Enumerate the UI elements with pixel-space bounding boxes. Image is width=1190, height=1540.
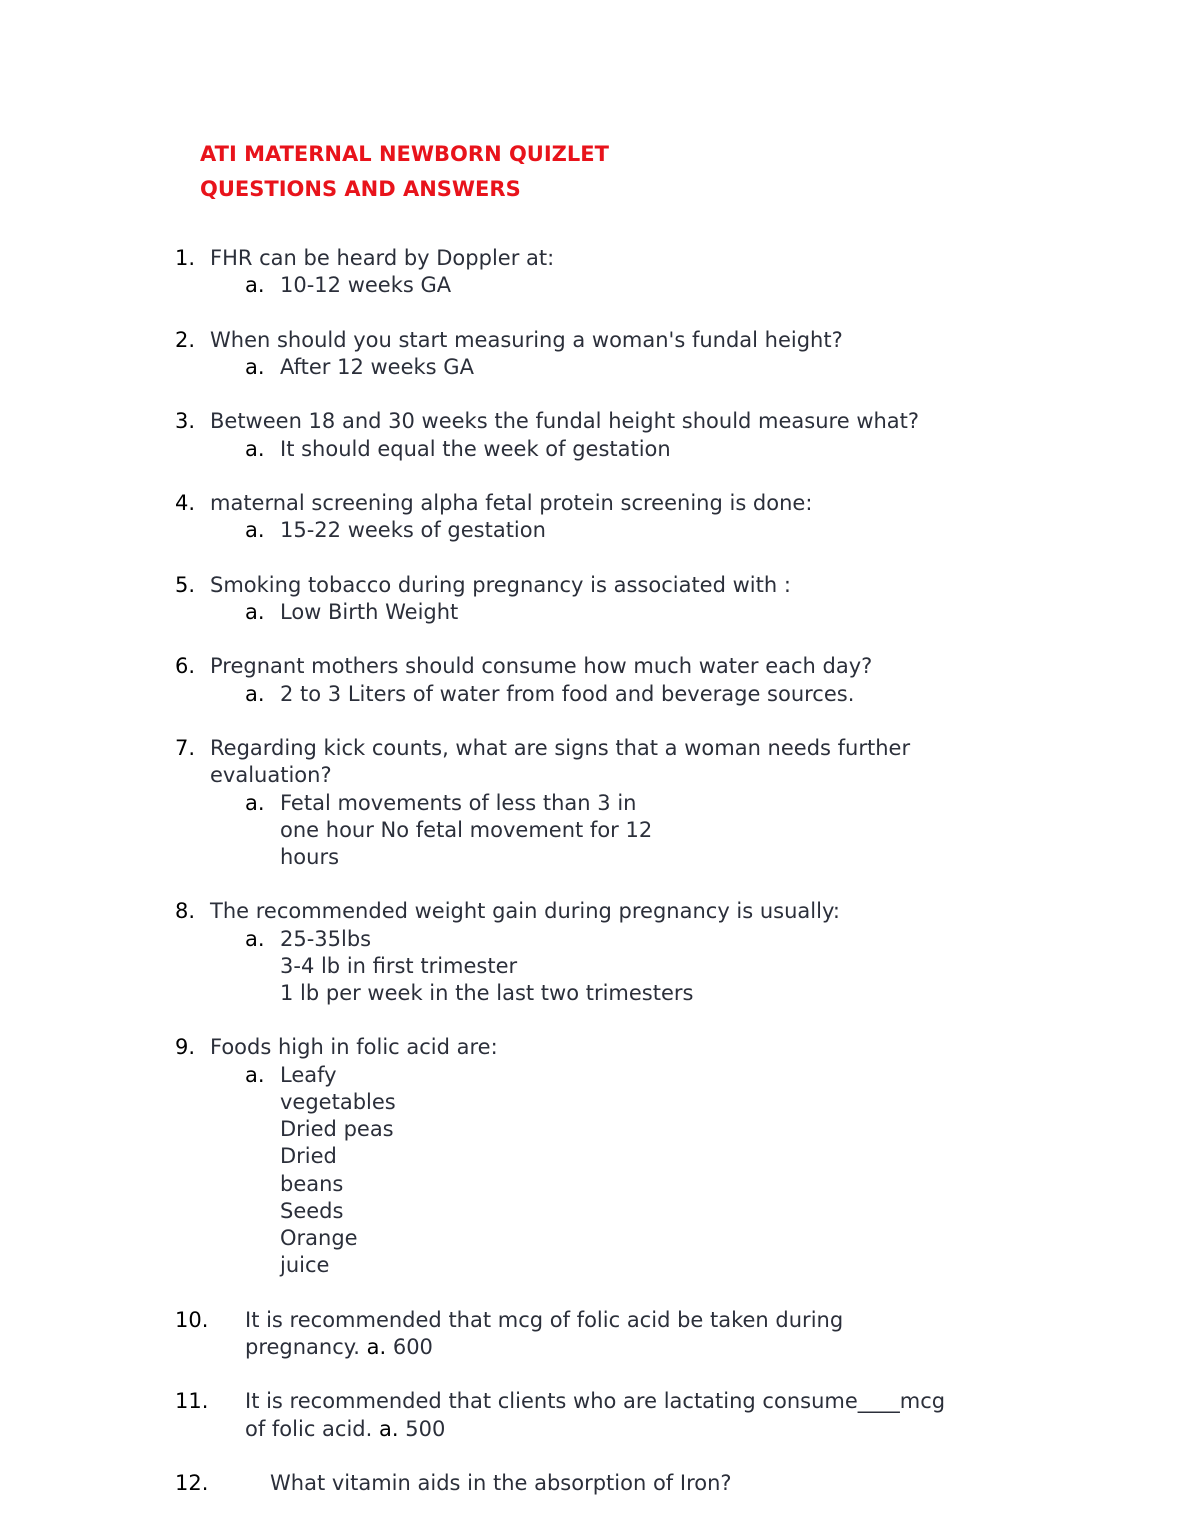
- answer-text: beans: [280, 1172, 344, 1196]
- question-text: When should you start measuring a woman's fundal height?: [210, 328, 843, 352]
- question-number: 9.: [175, 1035, 196, 1059]
- answer-text: Dried peas: [280, 1117, 394, 1141]
- answer-marker: a.: [245, 600, 265, 624]
- question-number: 5.: [175, 573, 196, 597]
- answer-text: It should equal the week of gestation: [280, 437, 671, 461]
- answer-text: 600: [392, 1335, 433, 1359]
- question-text: What vitamin aids in the absorption of Iron?: [270, 1471, 732, 1495]
- answer-marker: a.: [379, 1417, 399, 1441]
- answer-marker: a.: [245, 791, 265, 815]
- question-number: 8.: [175, 899, 196, 923]
- question-number: 2.: [175, 328, 196, 352]
- answer-text: 15-22 weeks of gestation: [280, 518, 546, 542]
- answer-text: Orange: [280, 1226, 358, 1250]
- answer-marker: a.: [245, 1063, 265, 1087]
- question-text: of folic acid.: [245, 1417, 373, 1441]
- question-number: 10.: [175, 1308, 209, 1332]
- answer-text: hours: [280, 845, 340, 869]
- answer-marker: a.: [245, 355, 265, 379]
- question-text: pregnancy.: [245, 1335, 360, 1359]
- question-text: Between 18 and 30 weeks the fundal height should measure what?: [210, 409, 920, 433]
- doc-title-line2: QUESTIONS AND ANSWERS: [200, 177, 521, 201]
- answer-marker: a.: [245, 682, 265, 706]
- answer-text: 25-35lbs: [280, 927, 372, 951]
- answer-marker: a.: [366, 1335, 387, 1359]
- question-number: 12.: [175, 1471, 209, 1495]
- answer-text: Fetal movements of less than 3 in: [280, 791, 637, 815]
- answer-text: After 12 weeks GA: [280, 355, 474, 379]
- answer-text: 1 lb per week in the last two trimesters: [280, 981, 694, 1005]
- answer-text: 2 to 3 Liters of water from food and beverage sources.: [280, 682, 855, 706]
- doc-title-line1: ATI MATERNAL NEWBORN QUIZLET: [200, 142, 609, 166]
- answer-marker: a.: [245, 273, 265, 297]
- answer-text: one hour No fetal movement for 12: [280, 818, 653, 842]
- question-text: Regarding kick counts, what are signs that a woman needs further: [210, 736, 911, 760]
- answer-text: Low Birth Weight: [280, 600, 459, 624]
- answer-marker: a.: [245, 437, 265, 461]
- answer-text: 500: [405, 1417, 446, 1441]
- question-number: 7.: [175, 736, 196, 760]
- question-number: 1.: [175, 246, 196, 270]
- question-text: Smoking tobacco during pregnancy is associated with :: [210, 573, 791, 597]
- answer-text: Dried: [280, 1144, 337, 1168]
- answer-text: 3-4 lb in first trimester: [280, 954, 518, 978]
- question-text: maternal screening alpha fetal protein screening is done:: [210, 491, 813, 515]
- answer-marker: a.: [245, 518, 265, 542]
- question-text: Foods high in folic acid are:: [210, 1035, 498, 1059]
- question-text: The recommended weight gain during pregnancy is usually:: [210, 899, 840, 923]
- answer-text: 10-12 weeks GA: [280, 273, 452, 297]
- question-number: 11.: [175, 1389, 209, 1413]
- question-text: evaluation?: [210, 763, 332, 787]
- question-number: 4.: [175, 491, 196, 515]
- answer-text: Seeds: [280, 1199, 344, 1223]
- answer-text: Leafy: [280, 1063, 337, 1087]
- question-text: FHR can be heard by Doppler at:: [210, 246, 555, 270]
- answer-text: vegetables: [280, 1090, 396, 1114]
- question-number: 3.: [175, 409, 196, 433]
- question-number: 6.: [175, 654, 196, 678]
- question-text: Pregnant mothers should consume how much water each day?: [210, 654, 873, 678]
- answer-text: juice: [280, 1253, 330, 1277]
- answer-marker: a.: [245, 927, 265, 951]
- question-text: It is recommended that clients who are lactating consume____mcg: [245, 1389, 946, 1413]
- question-text: It is recommended that mcg of folic acid be taken during: [245, 1308, 844, 1332]
